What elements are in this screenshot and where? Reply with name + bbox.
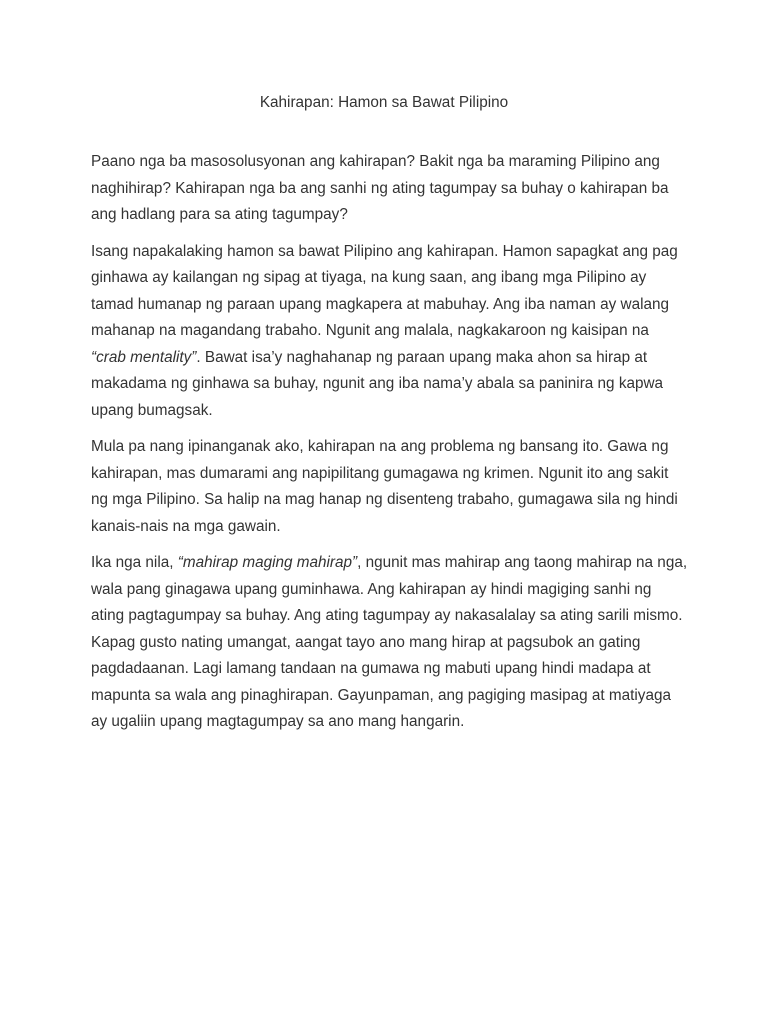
paragraph-text: Ika nga nila, bbox=[91, 554, 178, 571]
paragraph-text: . Bawat isa’y naghahanap ng paraan upang maka ahon sa hirap at bbox=[196, 348, 648, 366]
paragraph-text: , ngunit mas mahirap ang taong mahirap na nga, bbox=[357, 554, 688, 571]
italic-phrase: “crab mentality” bbox=[91, 348, 197, 366]
paragraph-line: tamad humanap ng paraan upang magkapera at mabuhay. Ang iba naman ay walang bbox=[91, 295, 670, 313]
paragraph-line: ang hadlang para sa ating tagumpay? bbox=[91, 206, 348, 223]
paragraph-line: Kapag gusto nating umangat, aangat tayo ano mang hirap at pagsubok an gating bbox=[91, 633, 641, 651]
paragraph-line-with-italic bbox=[91, 345, 691, 372]
document-body bbox=[91, 149, 691, 746]
paragraph-line: ginhawa ay kailangan ng sipag at tiyaga, na kung saan, ang ibang mga Pilipino ay bbox=[91, 269, 647, 286]
paragraph-4 bbox=[91, 550, 691, 736]
paragraph-line: makadama ng ginhawa sa buhay, ngunit ang iba nama’y abala sa paninira ng kapwa bbox=[91, 375, 664, 392]
paragraph-line: kahirapan, mas dumarami ang napipilitang gumagawa ng krimen. Ngunit ito ang sakit bbox=[91, 464, 669, 482]
paragraph-line: Isang napakalaking hamon sa bawat Pilipino ang kahirapan. Hamon sapagkat ang pag bbox=[91, 242, 678, 260]
paragraph-line: ating pagtagumpay sa buhay. Ang ating tagumpay ay nakasalalay sa ating sarili mismo. bbox=[91, 607, 683, 624]
paragraph-line: wala pang ginagawa upang guminhawa. Ang kahirapan ay hindi magiging sanhi ng bbox=[91, 580, 652, 598]
paragraph-line: mahanap na magandang trabaho. Ngunit ang malala, nagkakaroon ng kaisipan na bbox=[91, 322, 649, 339]
paragraph-line: Mula pa nang ipinanganak ako, kahirapan na ang problema ng bansang ito. Gawa ng bbox=[91, 438, 669, 455]
paragraph-line: ay ugaliin upang magtagumpay sa ano mang hangarin. bbox=[91, 713, 465, 730]
paragraph-line: naghihirap? Kahirapan nga ba ang sanhi ng ating tagumpay sa buhay o kahirapan ba bbox=[91, 179, 669, 197]
paragraph-3 bbox=[91, 434, 691, 540]
paragraph-line-with-italic bbox=[91, 550, 691, 577]
italic-phrase: “mahirap maging mahirap” bbox=[177, 554, 358, 571]
paragraph-line: kanais-nais na mga gawain. bbox=[91, 517, 281, 535]
document-title: Kahirapan: Hamon sa Bawat Pilipino bbox=[259, 94, 509, 111]
paragraph-2 bbox=[91, 239, 691, 425]
paragraph-line: ng mga Pilipino. Sa halip na mag hanap ng disenteng trabaho, gumagawa sila ng hindi bbox=[91, 491, 678, 508]
paragraph-1 bbox=[91, 149, 691, 229]
paragraph-line: Paano nga ba masosolusyonan ang kahirapan? Bakit nga ba maraming Pilipino ang bbox=[91, 153, 660, 170]
paragraph-line: pagdadaanan. Lagi lamang tandaan na gumawa ng mabuti upang hindi madapa at bbox=[91, 660, 651, 677]
paragraph-line: upang bumagsak. bbox=[91, 401, 213, 419]
paragraph-line: mapunta sa wala ang pinaghirapan. Gayunpaman, ang pagiging masipag at matiyaga bbox=[91, 686, 671, 704]
